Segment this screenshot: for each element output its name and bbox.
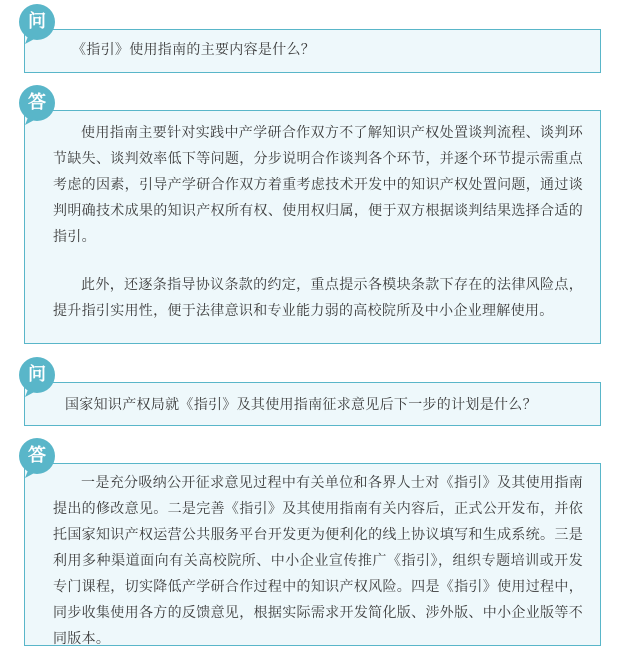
question-card-2 [24, 382, 601, 426]
answer-paragraph-1-1: 使用指南主要针对实践中产学研合作双方不了解知识产权处置谈判流程、谈判环节缺失、谈判效率低下等问题，分步说明合作谈判各个环节，并逐个环节提示需重点考虑的因素，引导产学研合作双方着重考虑技术开发中的知识产权处置问题，通过谈判明确技术成果的知识产权所有权、使用权归属，便于双方根据谈判结果选择合适的指引。 [53, 125, 583, 245]
answer-card-2 [24, 463, 601, 646]
question-text-1: 《指引》使用指南的主要内容是什么？ [72, 42, 316, 58]
answer-card-1 [24, 110, 601, 344]
question-card-1 [24, 29, 601, 73]
question-badge-label: 问 [28, 364, 46, 385]
question-badge-label: 问 [28, 11, 46, 32]
answer-badge-label: 答 [28, 445, 46, 466]
question-badge-2 [16, 356, 58, 398]
answer-paragraph-1-2: 此外，还逐条指导协议条款的约定，重点提示各模块条款下存在的法律风险点，提升指引实用性，便于法律意识和专业能力弱的高校院所及中小企业理解使用。 [53, 277, 583, 319]
answer-paragraph-2-1: 一是充分吸纳公开征求意见过程中有关单位和各界人士对《指引》及其使用指南提出的修改意见。二是完善《指引》及其使用指南有关内容后，正式公开发布，并依托国家知识产权运营公共服务平台开发更为便利化的线上协议填写和生成系统。三是利用多种渠道面向有关高校院所、中小企业宣传推广《指引》，组织专题培训或开发专门课程，切实降低产学研合作过程中的知识产权风险。四是《指引》使用过程中，同步收集使用各方的反馈意见，根据实际需求开发简化版、涉外版、中小企业版等不同版本。 [53, 475, 583, 647]
answer-badge-2 [16, 437, 58, 479]
answer-badge-label: 答 [28, 92, 46, 113]
answer-badge-1 [16, 84, 58, 126]
question-text-2: 国家知识产权局就《指引》及其使用指南征求意见后下一步的计划是什么？ [65, 397, 537, 413]
question-badge-1 [16, 3, 58, 45]
